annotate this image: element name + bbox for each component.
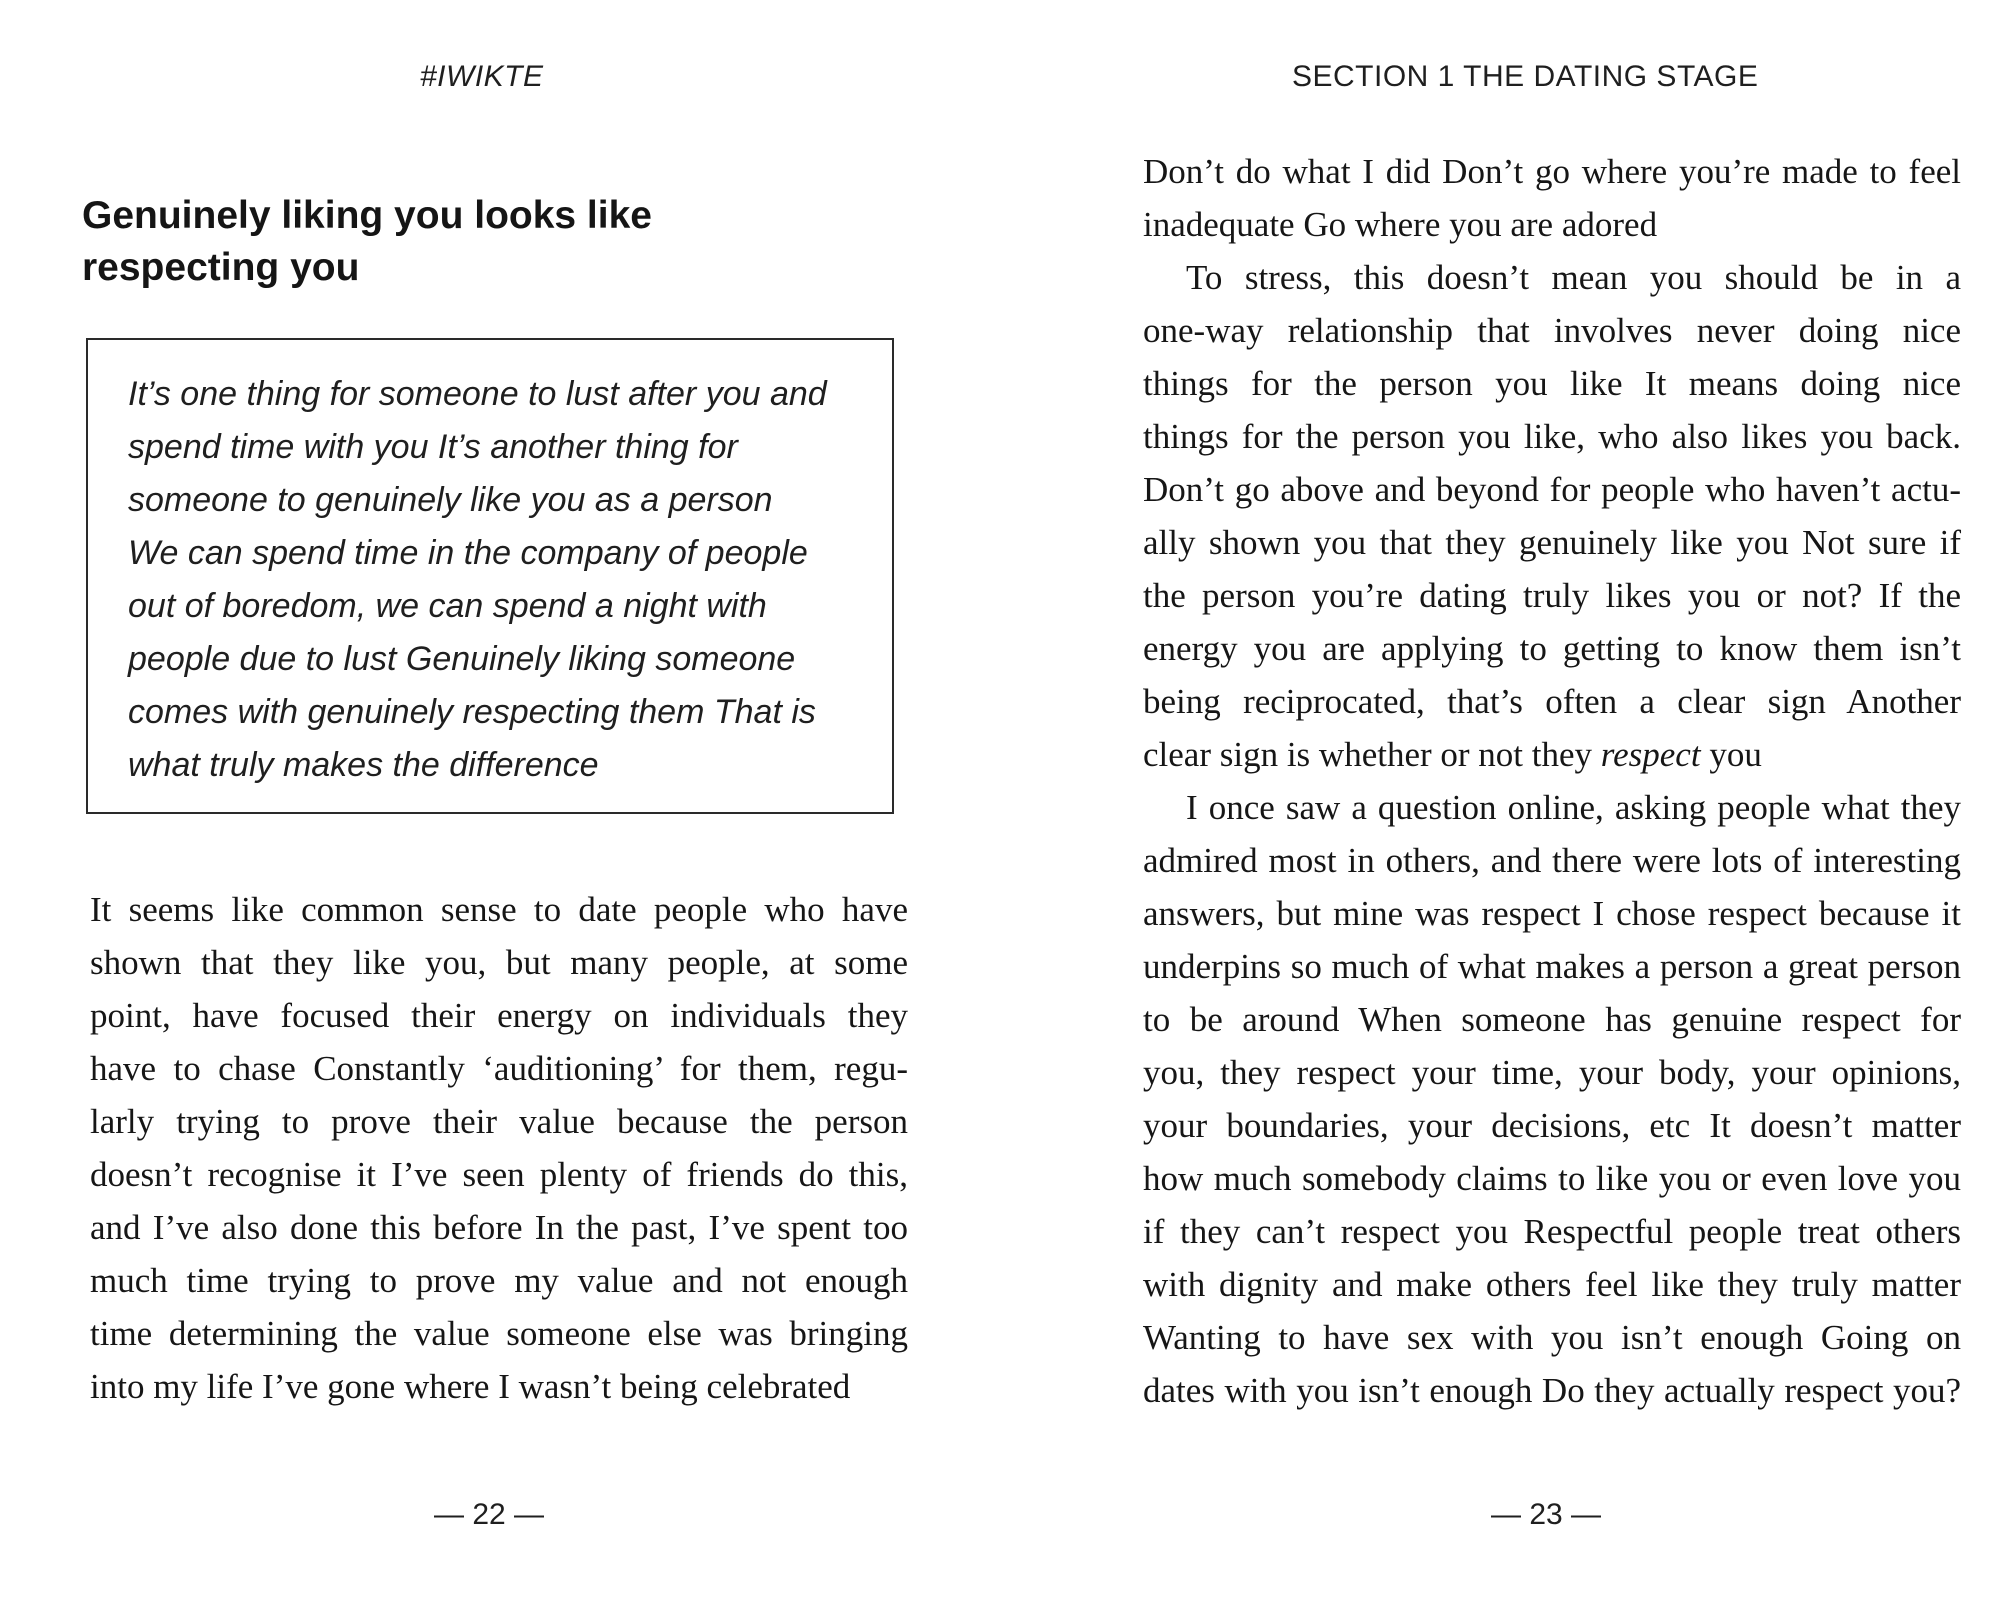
- quote-line: We can spend time in the company of people: [128, 534, 808, 572]
- running-head-right: SECTION 1 THE DATING STAGE: [1292, 60, 1759, 93]
- page-number-left: — 22 —: [434, 1498, 545, 1531]
- page-number-right: — 23 —: [1491, 1498, 1602, 1531]
- text-line: your boundaries, your decisions, etc It doesn’t matter: [1143, 1106, 1961, 1145]
- section-heading: [82, 190, 842, 294]
- emphasized-word: respect: [1600, 735, 1701, 774]
- text-line: you, they respect your time, your body, your opinions,: [1143, 1053, 1961, 1092]
- text-line: dates with you isn’t enough Do they actually respect you?: [1143, 1371, 1961, 1410]
- text-line: things for the person you like It means doing nice: [1143, 364, 1961, 403]
- text-line: things for the person you like, who also likes you back.: [1143, 417, 1961, 456]
- text-line: doesn’t recognise it I’ve seen plenty of friends do this,: [90, 1155, 908, 1194]
- text-line: into my life I’ve gone where I wasn’t being celebrated: [90, 1367, 851, 1406]
- text-line: admired most in others, and there were lots of interesting: [1143, 841, 1961, 880]
- text-line: Wanting to have sex with you isn’t enough Going on: [1143, 1318, 1961, 1357]
- text-fragment: you: [1700, 735, 1762, 774]
- text-line: if they can’t respect you Respectful people treat others: [1143, 1212, 1961, 1251]
- text-line: to be around When someone has genuine respect for: [1143, 1000, 1961, 1039]
- text-line-with-emphasis: [1143, 728, 1961, 781]
- text-line: ally shown you that they genuinely like you Not sure if: [1143, 523, 1961, 562]
- text-line: time determining the value someone else was bringing: [90, 1314, 908, 1353]
- text-line: much time trying to prove my value and not enough: [90, 1261, 908, 1300]
- heading-line: respecting you: [82, 246, 360, 289]
- pull-quote-box: [86, 338, 894, 814]
- quote-line: out of boredom, we can spend a night with: [128, 587, 767, 625]
- text-line: point, have focused their energy on individuals they: [90, 996, 908, 1035]
- text-line: underpins so much of what makes a person a great person: [1143, 947, 1961, 986]
- text-line: I once saw a question online, asking people what they: [1186, 788, 1961, 827]
- quote-line: people due to lust Genuinely liking someone: [128, 640, 796, 678]
- text-line: how much somebody claims to like you or even love you: [1143, 1159, 1961, 1198]
- text-line: Don’t go above and beyond for people who haven’t actu-: [1143, 470, 1961, 509]
- quote-line: what truly makes the difference: [128, 746, 599, 784]
- running-head-left: #IWIKTE: [420, 60, 544, 93]
- text-line: energy you are applying to getting to know them isn’t: [1143, 629, 1961, 668]
- text-line: shown that they like you, but many people, at some: [90, 943, 908, 982]
- text-line: answers, but mine was respect I chose respect because it: [1143, 894, 1961, 933]
- text-line: It seems like common sense to date people who have: [90, 890, 908, 929]
- quote-line: someone to genuinely like you as a person: [128, 481, 773, 519]
- text-fragment: clear sign is whether or not they: [1143, 735, 1593, 774]
- body-text-right: [1143, 145, 1961, 1417]
- quote-line: spend time with you It’s another thing for: [128, 428, 738, 466]
- text-line: have to chase Constantly ‘auditioning’ for them, regu-: [90, 1049, 908, 1088]
- right-page: [1000, 0, 2000, 1597]
- text-line: To stress, this doesn’t mean you should be in a: [1186, 258, 1961, 297]
- text-line: and I’ve also done this before In the past, I’ve spent too: [90, 1208, 908, 1247]
- heading-line: Genuinely liking you looks like: [82, 194, 652, 237]
- body-text-left: [90, 883, 908, 1413]
- text-line: being reciprocated, that’s often a clear sign Another: [1143, 682, 1961, 721]
- text-line: larly trying to prove their value because the person: [90, 1102, 908, 1141]
- text-line: Don’t do what I did Don’t go where you’re made to feel: [1143, 152, 1961, 191]
- text-line: inadequate Go where you are adored: [1143, 205, 1658, 244]
- quote-line: comes with genuinely respecting them That is: [128, 693, 816, 731]
- text-line: with dignity and make others feel like they truly matter: [1143, 1265, 1961, 1304]
- text-line: the person you’re dating truly likes you or not? If the: [1143, 576, 1961, 615]
- quote-line: It’s one thing for someone to lust after you and: [128, 375, 827, 413]
- text-line: one-way relationship that involves never doing nice: [1143, 311, 1961, 350]
